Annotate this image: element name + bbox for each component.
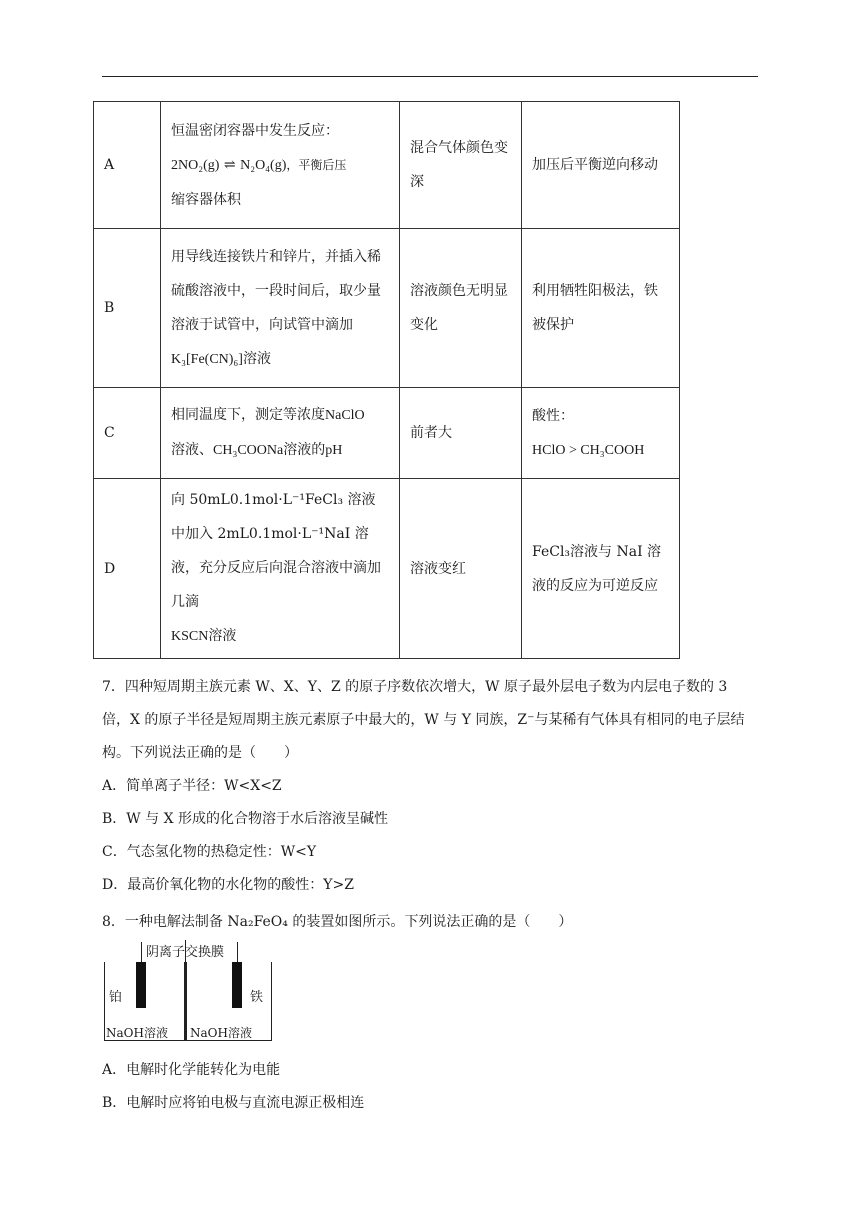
reagent-formula: CH₃COONa [213,443,284,458]
operation-cell [161,479,400,659]
reagent-formula: KSCN [171,629,209,644]
conclusion-cell: 利用牺牲阳极法，铁被保护 [522,229,680,388]
iron-electrode [232,962,242,1008]
row-label: A [94,102,161,229]
operation-text: 溶液 [208,628,237,644]
table-row [94,229,680,388]
operation-text: 溶液 [242,350,271,367]
phenomenon-cell: 溶液变红 [400,479,522,659]
phenomenon-cell: 混合气体颜色变深 [400,102,522,229]
question-8-stem [102,906,758,939]
conclusion-formula: HClO > CH₃COOH [532,442,645,458]
operation-text: 溶液的 [283,442,326,458]
reagent-formula: K₃[Fe(CN)₆] [171,351,243,367]
wire-right [237,942,238,962]
conclusion-cell: 加压后平衡逆向移动 [522,102,680,229]
iron-label: 铁 [250,990,264,1005]
electrolysis-diagram [102,940,274,1050]
row-label: B [94,229,161,388]
reagent-formula: pH [325,443,343,458]
table-row [94,102,680,229]
row-label: C [94,388,161,479]
question-stem: 7．四种短周期主族元素 W、X、Y、Z 的原子序数依次增大，W 原子最外层电子数为内层电子数的 3 倍，X 的原子半径是短周期主族元素原子中最大的，W 与 Y 同族，Z⁻与某稀有气体具有相同的电子层结构。下列说法正确的是（ ） [102,679,745,761]
operation-text: 溶液、 [171,442,213,458]
table-row [94,388,680,479]
option-a: A．电解时化学能转化为电能 [102,1062,281,1078]
platinum-label: 铂 [109,990,123,1005]
question-7 [102,671,758,902]
operation-text: 向 50mL0.1mol·L⁻¹FeCl₃ 溶液中加入 2mL0.1mol·L⁻¹NaI 溶液，充分反应后向混合溶液中滴加几滴 [171,492,381,610]
phenomenon-cell: 前者大 [400,388,522,479]
operation-text: ，平衡后压 [286,157,347,172]
membrane-label: 阴离子交换膜 [146,945,225,960]
anion-exchange-membrane [184,962,187,1040]
conclusion-text: 酸性： [532,407,574,424]
question-8-options [102,1054,758,1120]
operation-text: 恒温密闭容器中发生反应： [171,122,339,139]
option-d: D．最高价氧化物的水化物的酸性：Y>Z [102,877,354,893]
equation-lhs: 2NO₂(g) [171,157,220,173]
option-b: B．W 与 X 形成的化合物溶于水后溶液呈碱性 [102,811,388,827]
question-stem: 8．一种电解法制备 Na₂FeO₄ 的装置如图所示。下列说法正确的是（ ） [102,914,573,930]
right-solution-label: NaOH溶液 [190,1026,252,1040]
header-rule [102,76,758,77]
option-c: C．气态氢化物的热稳定性：W<Y [102,844,317,860]
operation-cell [161,388,400,479]
row-label: D [94,479,161,659]
operation-text: 相同温度下，测定等浓度 [171,407,325,423]
equation-rhs: N₂O₄(g) [240,157,287,173]
conclusion-cell: FeCl₃溶液与 NaI 溶液的反应为可逆反应 [522,479,680,659]
table-row [94,479,680,659]
operation-text: 缩容器体积 [171,191,241,208]
left-solution-label: NaOH溶液 [106,1026,168,1040]
option-a: A．简单离子半径：W<X<Z [102,778,282,794]
operation-text: 用导线连接铁片和锌片，并插入稀硫酸溶液中，一段时间后，取少量溶液于试管中，向试管中滴加 [171,248,381,333]
platinum-electrode [136,962,146,1008]
operation-cell [161,102,400,229]
option-b: B．电解时应将铂电极与直流电源正极相连 [102,1095,365,1111]
conclusion-cell [522,388,680,479]
phenomenon-cell: 溶液颜色无明显变化 [400,229,522,388]
experiment-table [93,101,680,659]
equilibrium-arrow-icon: ⇌ [223,157,236,173]
operation-cell [161,229,400,388]
reagent-formula: NaClO [325,408,365,423]
wire-left [141,942,142,962]
